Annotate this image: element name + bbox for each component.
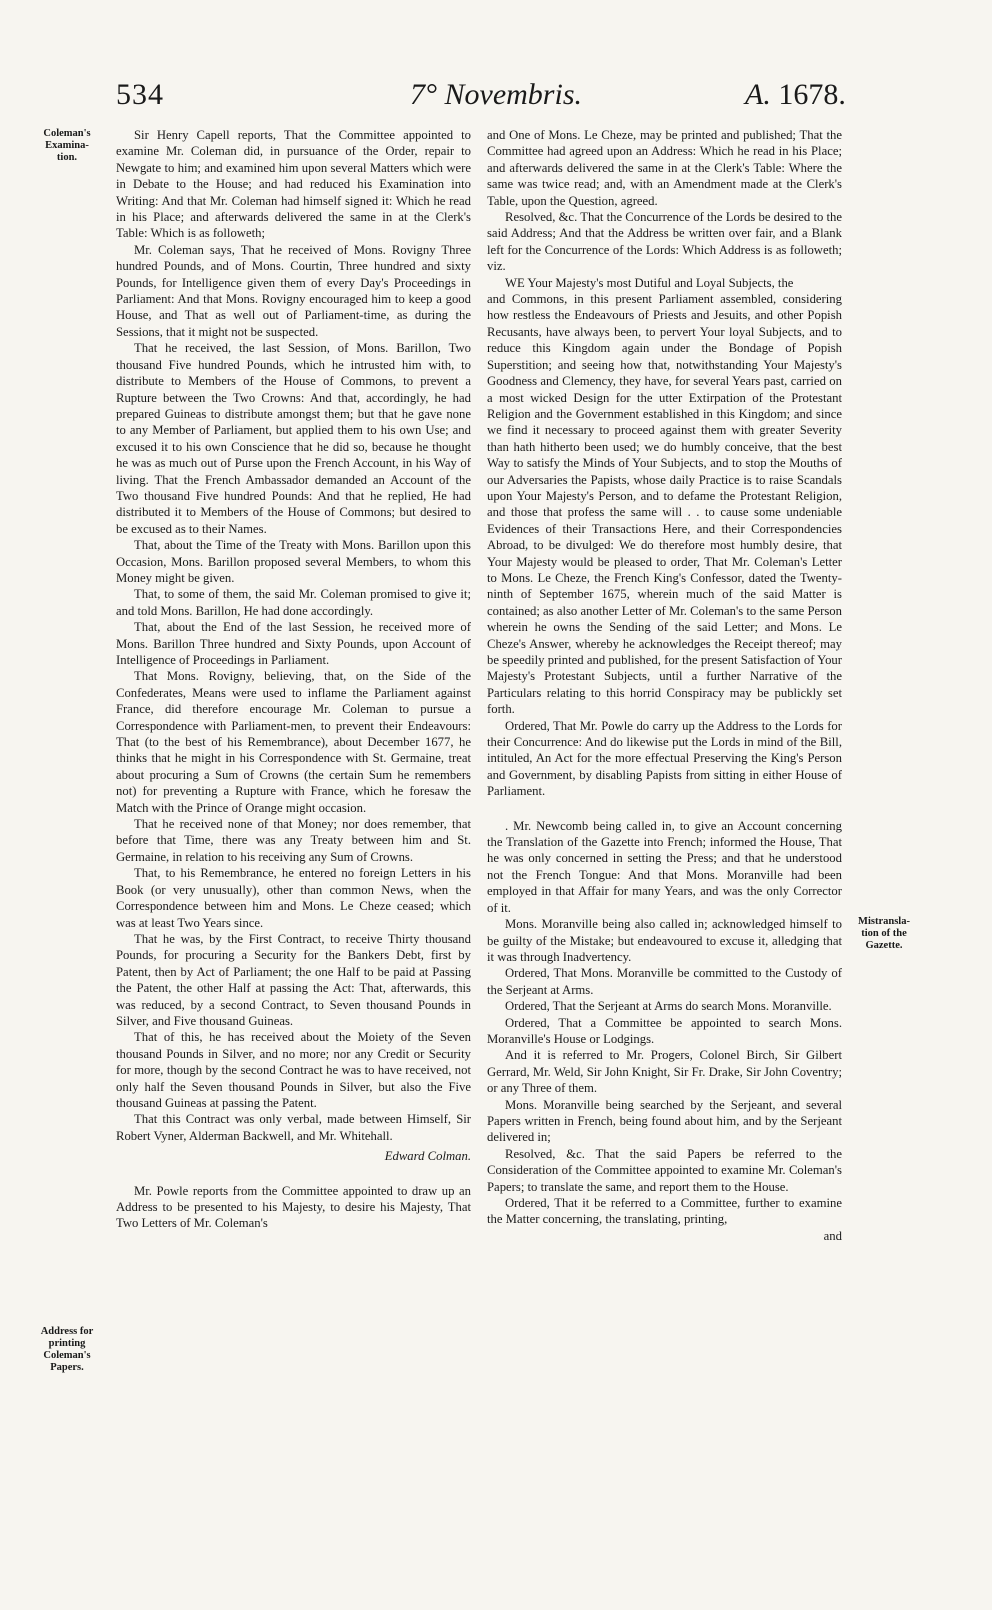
paragraph: Mons. Moranville being also called in; acknowledged himself to be guilty of the Mistake; but endeavoured to excuse it, alledging that it was through Inadvertency. [487,917,842,964]
paragraph: That this Contract was only verbal, made between Himself, Sir Robert Vyner, Alderman Backwell, and Mr. Whitehall. [116,1112,471,1143]
paragraph: and Commons, in this present Parliament assembled, considering how restless the Endeavours of Priests and Jesuits, and other Popish Recusants, have always been, to pervert Your loyal Subjects, and to reduce this Kingdom again under the Bondage of Popish Superstition; and seeing how that, notwithstanding Your Majesty's Goodness and Clemency, they have, for several Years past, carried on a most wicked Design for the utter Extirpation of the Protestant Religion and the Government established in this Kingdom; and since we find it necessary to proceed against them with greater Severity than hath hitherto been used; we do humbly conceive, that the best Way to satisfy the Minds of Your Subjects, and to stop the Mouths of our Adversaries the Papists, whose daily Practice is to raise Scandals upon Your Majesty's Person, and to defame the Protestant Religion, and those that profess the same will . . to cause some undeniable Evidences of their Transactions Here, and their Correspondencies Abroad, to be divulged: We do therefore most humbly desire, that Your Majesty would be pleased to order, That Mr. Coleman's Letter to Mons. Le Cheze, the French King's Confessor, dated the Twenty-ninth of September 1675, wherein much of the said Matter is contained; as also another Letter of Mr. Coleman's to the same Person wherein he owns the Sending of the said Letter; and Mons. Le Cheze's Answer, whereby he acknowledges the Receipt thereof; may be speedily printed and published, for the present Satisfaction of Your Majesty's Protestant Subjects, until a further Narrative of the Particulars relating to this horrid Conspiracy may be publickly set forth. [487,292,842,717]
paragraph: Ordered, That the Serjeant at Arms do search Mons. Moranville. [505,999,832,1014]
paragraph: . Mr. Newcomb being called in, to give an Account concerning the Translation of the Gazette into French; informed the House, That he was only concerned in setting the Press; and that he understood not the French Tongue: And that Mons. Moranville had been employed in that Affair for many Years, and was the only Corrector of it. [487,818,842,915]
paragraph: Ordered, That Mr. Powle do carry up the Address to the Lords for their Concurrence: And do likewise put the Lords in mind of the Bill, intituled, An Act for the more effectual Preserving the King's Person and Government, by disabling Papists from sitting in either House of Parliament. [487,718,842,799]
header-year [745,78,846,112]
page-header [0,78,992,128]
paragraph: and One of Mons. Le Cheze, may be printed and published; That the Committee had agreed upon an Address: Which he read in his Place; and afterwards delivered the same in at the Clerk's Table: Where the same was twice read; and, with an Amendment made at the Clerk's Table, upon the Question, agreed. [487,128,842,208]
paragraph: That, to his Remembrance, he entered no foreign Letters in his Book (or very unusually), other than common News, when the Correspondence between him and Mons. Le Cheze ceased; which was at least Two Years since. [116,866,471,930]
margin-note-gazette-mistranslation: Mistransla-tion of the Gazette. [858,916,910,951]
year-prefix: A. [745,78,771,111]
margin-note-address-printing: Address for printing Coleman's Papers. [40,1326,94,1373]
left-column [116,127,471,1232]
catchword: and [823,1228,842,1243]
paragraph: Resolved, &c. That the Concurrence of the Lords be desired to the said Address; And that the Address be written over fair, and a Blank left for the Concurrence of the Lords: Which Address is as followeth; viz. [487,210,842,274]
paragraph: That, about the Time of the Treaty with Mons. Barillon upon this Occasion, Mons. Barillon proposed several Members, to whom this Money might be given. [116,538,471,585]
page-number: 534 [116,78,164,111]
paragraph: Ordered, That it be referred to a Committee, further to examine the Matter concerning, the translating, printing, [487,1196,842,1227]
header-date: 7° Novembris. [410,78,582,111]
paragraph: Mr. Powle reports from the Committee appointed to draw up an Address to be presented to his Majesty, to desire his Majesty, That Two Letters of Mr. Coleman's [116,1183,471,1231]
paragraph: That he received, the last Session, of Mons. Barillon, Two thousand Five hundred Pounds, which he intrusted him with, to distribute to Members of the House of Commons, to prevent a Rupture between the Two Crowns: And that, accordingly, he had prepared Guineas to distribute amongst them; but that he gave none to any Member of Parliament, but applied them to his own Use; and excused it to his own Conscience that he did so, because he thought he was as much out of Purse upon the French Account, in his Way of living. That the French Ambassador demanded an Account of the Two thousand Five hundred Pounds: And that he replied, He had distributed it to Members of the House of Commons; but desired to be excused as to their Names. [116,341,471,536]
paragraph: That, about the End of the last Session, he received more of Mons. Barillon Three hundred and Sixty Pounds, upon Account of Intelligence of Proceedings in Parliament. [116,620,471,667]
paragraph: Sir Henry Capell reports, That the Committee appointed to examine Mr. Coleman did, in pursuance of the Order, repair to Newgate to him; and examined him upon several Matters which were in Debate to the House; and had reduced his Examination into Writing: And that Mr. Coleman had himself signed it: Which he read in his Place; and afterwards delivered the same in at the Clerk's Table: Which is as followeth; [116,128,471,241]
paragraph: Resolved, &c. That the said Papers be referred to the Consideration of the Committee appointed to examine Mr. Coleman's Papers; to translate the same, and report them to the House. [487,1146,842,1194]
paragraph: That he was, by the First Contract, to receive Thirty thousand Pounds, for procuring a Security for the Bankers Debt, first by Patent, then by Act of Parliament; the one Half to be paid at Passing the Patent, the other Half at passing the Act: That, afterwards, this was reduced, by a second Contract, to Seven thousand Pounds in Silver, and Five thousand Guineas. [116,931,471,1028]
margin-note-coleman-examination: Coleman's Examina-tion. [43,128,91,163]
paragraph: That of this, he has received about the Moiety of the Seven thousand Pounds in Silver, and no more; nor any Credit or Security for more, though by the second Contract he was to have received, not only half the Seven thousand Pounds in Silver, but also the Five thousand Guineas at passing the Patent. [116,1030,471,1110]
paragraph: WE Your Majesty's most Dutiful and Loyal Subjects, the [505,275,794,290]
paragraph: Ordered, That Mons. Moranville be committed to the Custody of the Serjeant at Arms. [487,966,842,997]
signature: Edward Colman. [384,1149,471,1164]
right-column [487,127,842,1244]
paragraph: That Mons. Rovigny, believing, that, on the Side of the Confederates, Means were used to inflame the Parliament against France, did therefore encourage Mr. Coleman to pursue a Correspondence with Parliament-men, to prevent their Endeavours: That (to the best of his Remembrance), about December 1677, he thinks that he might in his Correspondence with St. Germaine, treat about procuring a Sum of Crowns (the certain Sum he remembers not) for preventing a Rupture with France, which he foresaw the Match with the Prince of Orange might occasion. [116,669,471,815]
paragraph: Mons. Moranville being searched by the Serjeant, and several Papers written in French, being found about him, and by the Serjeant delivered in; [487,1097,842,1145]
paragraph: Ordered, That a Committee be appointed to search Mons. Moranville's House or Lodgings. [487,1015,842,1046]
paragraph: That, to some of them, the said Mr. Coleman promised to give it; and told Mons. Barillon, He had done accordingly. [116,587,471,618]
paragraph: And it is referred to Mr. Progers, Colonel Birch, Sir Gilbert Gerrard, Mr. Weld, Sir John Knight, Sir Fr. Drake, Sir John Coventry; or any Three of them. [487,1048,842,1096]
paragraph: Mr. Coleman says, That he received of Mons. Rovigny Three hundred Pounds, and of Mons. Courtin, Three hundred and sixty Pounds, for Intelligence given them of every Day's Proceedings in Parliament: And that Mons. Rovigny encouraged him to keep a good House, and That as well out of Parliament-time, as during the Sessions, that it might not be suspected. [116,242,471,339]
year-value: 1678. [770,78,846,111]
paragraph: That he received none of that Money; nor does remember, that before that Time, there was any Treaty between him and St. Germaine, in relation to his receiving any Sum of Crowns. [116,817,471,864]
